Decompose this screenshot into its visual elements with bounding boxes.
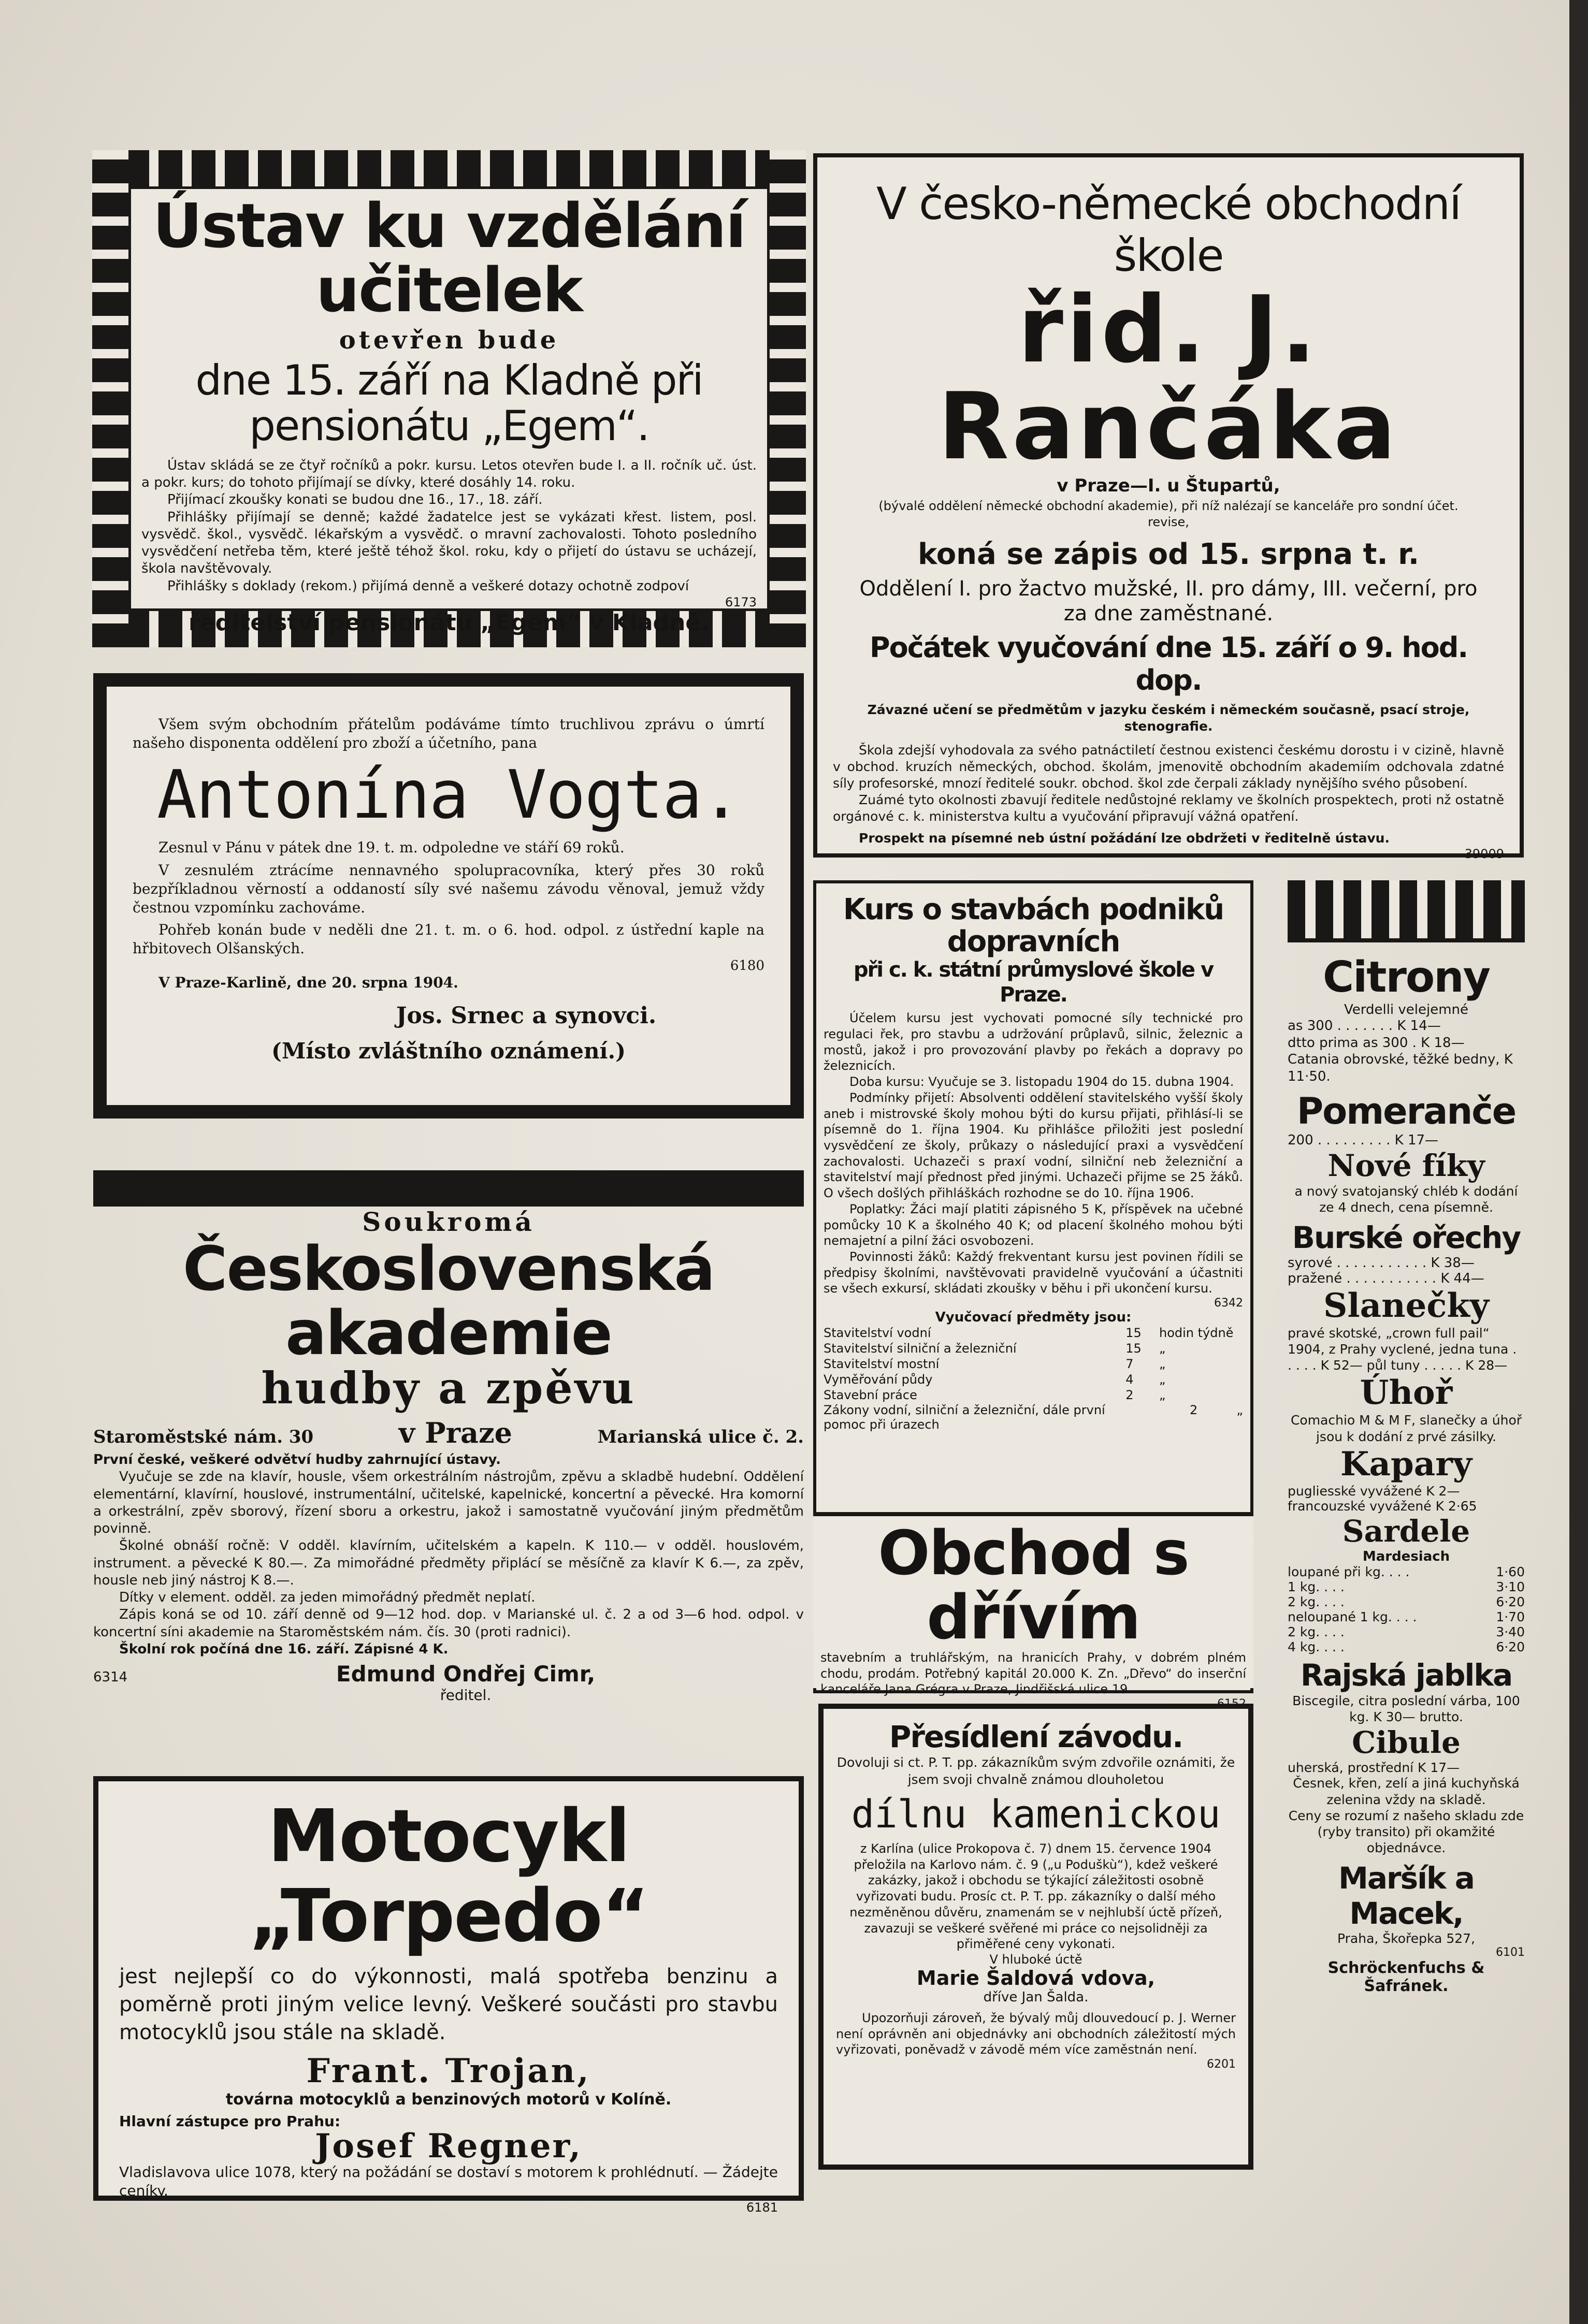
ad-torpedo-agent-addr: Vladislavova ulice 1078, který na požádání se dostaví s motorem k prohlédnutí. — Žádejte ceníky. bbox=[119, 2163, 778, 2199]
ad-akademie-address bbox=[93, 1416, 804, 1449]
ad-rancak bbox=[813, 153, 1524, 862]
kurs-hours-subject: Stavitelství silniční a železniční bbox=[824, 1341, 1017, 1356]
ad-ustav-p3: Přihlášky přijímají se denně; každé žadatelce jest se vykázati křest. listem, posl. vysvědč. škol., vysvědč. lékařským a vysvědč. o mravní zachovalosti. Tohoto posledního vysvědčení netřeba těm, které ještě téhož škol. roku, kdy o přijetí do ústavu se ucházejí, škola navštěvovaly. bbox=[141, 509, 757, 577]
ad-akademie-kicker: Soukromá bbox=[362, 1207, 535, 1237]
sardele-price: 6·20 bbox=[1496, 1594, 1525, 1609]
kurs-hours-subject: Stavitelství mostní bbox=[824, 1357, 940, 1372]
ad-ustav-sub: otevřen bude bbox=[339, 325, 559, 355]
sardele-label: 1 kg. . . . bbox=[1288, 1579, 1345, 1594]
ad-ustav-p4: Přihlášky s doklady (rekom.) přijímá denně a veškeré dotazy ochotně zodpoví bbox=[167, 578, 689, 594]
ad-ovoce-firm2: Schröckenfuchs & Šafránek. bbox=[1327, 1958, 1485, 1995]
ad-ovoce-orechy: Burské ořechy bbox=[1292, 1219, 1521, 1255]
ad-ovoce-cibule: Cibule bbox=[1352, 1725, 1461, 1761]
ad-kurs-p2: Doba kursu: Vyučuje se 3. listopadu 1904 do 15. dubna 1904. bbox=[849, 1074, 1234, 1090]
ad-ovoce-cesnek-p: Česnek, křen, zelí a jiná kuchyňská zelenina vždy na skladě. bbox=[1293, 1776, 1520, 1807]
ad-kamenicka-sign2: dříve Jan Šalda. bbox=[983, 1989, 1089, 2006]
kapary-price-row: francouzské vyvážené K 2·65 bbox=[1288, 1498, 1477, 1514]
ad-akademie-p2: Vyučuje se zde na klavír, housle, všem orkestrálním nástrojům, zpěvu a skladbě hudební. Oddělení elementární, klavírní, houslové, instrumentální, učitelské, kapelnické, koncertní a pěvecké. Hra komorní a orkestrální, zpěv sborový, řízení sboru a orkestru, jakož i samostatně vyučování jiným předmětům povinně. bbox=[93, 1469, 804, 1537]
kurs-hours-count: 15 bbox=[1125, 1326, 1142, 1341]
ad-kurs-p4: Poplatky: Žáci mají platiti zápisného 5 K, příspěvek na učebné pomůcky 10 K a školného 40 K; od placení školného mohou býti nemajetní a pilní žáci osvobozeni. bbox=[824, 1201, 1243, 1248]
ad-ovoce-fiky-p: a nový svatojanský chléb k dodání ze 4 dnech, cena písemně. bbox=[1294, 1184, 1518, 1215]
ad-ovoce-slanecky: Slanečky bbox=[1323, 1286, 1489, 1325]
sardele-label: 2 kg. . . . bbox=[1288, 1624, 1345, 1639]
ad-kurs-hours-table bbox=[824, 1325, 1243, 1403]
ad-ovoce-firm-addr: Praha, Škořepka 527, bbox=[1337, 1930, 1475, 1946]
ad-drivi-p1: stavebním a truhlářským, na hranicích Prahy, v dobrém plném chodu, prodám. Potřebný kapitál 20.000 K. Zn. „Dřevo“ do inserční kanceláře Jana Grégra v Praze, Jindřišská ulice 19. bbox=[820, 1650, 1246, 1697]
kurs-hours-row bbox=[824, 1372, 1243, 1387]
ad-akademie-num: 6314 bbox=[93, 1669, 128, 1686]
ad-kurs-p3: Podmínky přijetí: Absolventi oddělení stavitelského vyšší školy aneb i mistrovské školy mohou býti do kursu přijati, přihlásí-li se písemně do 1. října 1904. Ku přihlášce přiložiti jest poslední vysvědčení ze školy, průkazy o následující praxi a vysvědčení zachovalosti. Uchazeči s praxí vodní, silniční neb železniční a stavitelství mají přednost před jinými. Uchazeči přijme se 25 žáků. O všech došlých přihláškách rozhodne se do 10. října 1906. bbox=[824, 1090, 1243, 1201]
ad-kurs-p5: Povinnosti žáků: Každý frekventant kursu jest povinen řídili se předpisy školními, navštěvovati pravidelně vyučování a účastniti se všech exkursí, skládati zkoušky v běhu i při ukončení kursu. bbox=[824, 1249, 1243, 1296]
ad-kurs-tail-u: „ bbox=[1236, 1403, 1243, 1418]
ad-ovoce-fiky: Nové fíky bbox=[1327, 1148, 1485, 1183]
ad-ustav-num: 6173 bbox=[725, 594, 757, 609]
ad-kamenicka-greet: V hluboké úctě bbox=[989, 1952, 1082, 1967]
sardele-price-row bbox=[1288, 1639, 1525, 1654]
ad-akademie-sign: Edmund Ondřej Cimr, bbox=[336, 1661, 596, 1687]
sardele-price: 3·40 bbox=[1496, 1624, 1525, 1639]
ad-drivi bbox=[813, 1512, 1253, 1697]
sardele-label: neloupané 1 kg. . . . bbox=[1288, 1609, 1417, 1624]
ad-kurs-tail-text: Zákony vodní, silniční a železniční, dále první pomoc při úrazech bbox=[824, 1403, 1105, 1432]
ad-ovoce bbox=[1284, 880, 1528, 2154]
ad-torpedo-maker: Frant. Trojan, bbox=[306, 2052, 591, 2090]
ad-ovoce-pomerance-row: 200 . . . . . . . . . K 17— bbox=[1288, 1132, 1439, 1148]
ad-vogt-note: (Místo zvláštního oznámení.) bbox=[271, 1038, 626, 1064]
sardele-price-row bbox=[1288, 1609, 1525, 1624]
sardele-price: 6·20 bbox=[1496, 1639, 1525, 1654]
ad-rancak-p1: Závazné učení se předmětům v jazyku českém i německém současně, psací stroje, stenografie. bbox=[867, 702, 1470, 734]
kurs-hours-subject: Stavitelství vodní bbox=[824, 1326, 931, 1341]
orechy-price-row: pražené . . . . . . . . . . . K 44— bbox=[1288, 1270, 1484, 1286]
ad-vogt-sign: Jos. Srnec a synovci. bbox=[396, 1002, 657, 1029]
ad-ovoce-citrony-sub: Verdelli velejemné bbox=[1344, 1002, 1469, 1018]
ad-vogt-num: 6180 bbox=[730, 958, 764, 974]
ad-torpedo-p1: jest nejlepší co do výkonnosti, malá spotřeba benzinu a poměrně proti jiným velice levný. Veškeré součásti pro stavbu motocyklů jsou stále na skladě. bbox=[119, 1965, 778, 2044]
sardele-price: 1·60 bbox=[1496, 1564, 1525, 1579]
ad-rancak-name: řid. J. Rančáka bbox=[937, 276, 1399, 480]
ad-rancak-zapis: koná se zápis od 15. srpna t. r. bbox=[917, 538, 1420, 572]
sardele-price-row bbox=[1288, 1579, 1525, 1594]
ad-torpedo-maker-sub: továrna motocyklů a benzinových motorů v Kolíně. bbox=[225, 2090, 672, 2109]
sardele-label: 4 kg. . . . bbox=[1288, 1639, 1345, 1654]
ad-rancak-p3: Zuámé tyto okolnosti zbavují ředitele nedůstojné reklamy ve školních prospektech, proti nž ostatně orgánové c. k. ministerstva kultu a vyučování připravují vážná opatření. bbox=[833, 792, 1504, 824]
ad-rancak-num: 39009 bbox=[1464, 847, 1504, 862]
ad-kamenicka-p3: Upozorňuji zároveň, že bývalý můj dlouvedoucí p. J. Werner není oprávněn ani objednávky ani obchodních záležitostí mých vyřizovati, poněvadž v závodě mém více zaměstnán není. bbox=[836, 2011, 1236, 2057]
ad-akademie-p5: Zápis koná se od 10. září denně od 9—12 hod. dop. v Marianské ul. č. 2 a od 3—6 hod. odpol. v koncertní síni akademie na Staroměstském nám. čís. 30 (proti radnici). bbox=[93, 1607, 804, 1640]
ad-vogt-p1: Zesnul v Pánu v pátek dne 19. t. m. odpoledne ve stáří 69 roků. bbox=[158, 839, 625, 856]
ad-ustav-body bbox=[128, 186, 770, 636]
citrony-price-row: dtto prima as 300 . K 18— bbox=[1288, 1035, 1465, 1051]
ad-ovoce-slanecky-p: pravé skotské, „crown full pail“ 1904, z Prahy vyclené, jedna tuna . . . . . K 52— půl tuny . . . . . K 28— bbox=[1288, 1325, 1517, 1373]
citrony-price-row: Catania obrovské, těžké bedny, K 11·50. bbox=[1288, 1052, 1513, 1084]
kurs-hours-unit: „ bbox=[1159, 1372, 1166, 1387]
kurs-hours-row bbox=[824, 1387, 1243, 1403]
kurs-hours-count: 4 bbox=[1125, 1372, 1134, 1387]
ad-ovoce-citrony: Citrony bbox=[1322, 953, 1490, 1002]
ad-ovoce-sardele-sub: Mardesiach bbox=[1362, 1548, 1450, 1564]
ad-akademie-p1: První české, veškeré odvětví hudby zahrnující ústavy. bbox=[93, 1451, 501, 1468]
ad-akademie-addr-right: Marianská ulice č. 2. bbox=[597, 1426, 804, 1447]
ad-ustav bbox=[92, 150, 806, 647]
ad-rancak-p2: Škola zdejší vyhodovala za svého patnáctiletí čestnou existenci českému dorostu i v cizině, hlavně v obchod. kruzích německých, obchod. školám, jmenovitě obchodním akademiím odchovala zdatné síly profesorské, mnozí ředitelé soukr. obchod. škol zde čerpali základy nynějšího svého působení. bbox=[833, 743, 1504, 791]
page-edge-strip bbox=[1569, 0, 1588, 2324]
ad-ovoce-citrony-rows bbox=[1288, 1018, 1525, 1085]
ad-rancak-former: (bývalé oddělení německé obchodní akademie), při níž nalézají se kanceláře pro sondní účet. revise, bbox=[878, 498, 1459, 529]
ad-drivi-title: Obchod s dřívím bbox=[878, 1517, 1189, 1653]
ad-ovoce-sardele: Sardele bbox=[1342, 1513, 1470, 1549]
ornament-header bbox=[1288, 880, 1525, 942]
ad-rancak-p4: Prospekt na písemné neb ústní požádání lze obdržeti v ředitelně ústavu. bbox=[859, 831, 1390, 846]
sardele-price-row bbox=[1288, 1624, 1525, 1639]
ad-ovoce-uhor: Úhoř bbox=[1360, 1373, 1453, 1413]
ad-ovoce-firm: Maršík a Macek, bbox=[1338, 1860, 1474, 1931]
citrony-price-row: as 300 . . . . . . . K 14— bbox=[1288, 1018, 1441, 1034]
ad-ovoce-rajska-p: Biscegile, citra poslední várba, 100 kg. K 30— brutto. bbox=[1292, 1693, 1520, 1724]
kurs-hours-row bbox=[824, 1341, 1243, 1356]
ad-ovoce-kapary: Kapary bbox=[1340, 1444, 1472, 1484]
ad-akademie-addr-mid: v Praze bbox=[398, 1416, 513, 1449]
ad-akademie-title: Československá akademie bbox=[182, 1233, 715, 1369]
ad-kurs-p1: Účelem kursu jest vychovati pomocné síly technické pro regulaci řek, pro stavbu a udržování průplavů, silnic, železnic a mostů, jakož i pro provozování plavby po řekách a dopravy po železnicích. bbox=[824, 1011, 1243, 1073]
kurs-hours-row bbox=[824, 1356, 1243, 1372]
ad-kamenicka-p2: z Karlína (ulice Prokopova č. 7) dnem 15. července 1904 přeložila na Karlovo nám. č. 9 („u Poduškù“), kdež veškeré zakázky, jakož i obchodu se týkající záležitosti osobně vyřizovati budu. Prosíc ct. P. T. pp. zákazníky o další mého nezměněnou důvěru, znamenám se v nejhlubší úctě přízeň, zavazuji se veškeré svěřené mi práce co nejsolidněji za přiměřené ceny vykonati. bbox=[849, 1841, 1222, 1952]
ad-ovoce-num: 6101 bbox=[1496, 1945, 1525, 1959]
ad-ustav-p1: Ústav skládá se ze čtyř ročníků a pokr. kursu. Letos otevřen bude I. a II. ročník uč. úst. a pokr. kurs; do tohoto přijímají se dívky, které dosáhly 14. roku. bbox=[141, 457, 757, 491]
ad-ustav-p2: Přijímací zkoušky konati se budou dne 16., 17., 18. září. bbox=[167, 492, 543, 508]
ad-kurs-title: Kurs o stavbách podniků dopravních bbox=[843, 893, 1224, 958]
ad-kurs-tail-h: 2 bbox=[1190, 1403, 1198, 1418]
ad-ovoce-sardele-rows bbox=[1288, 1564, 1525, 1654]
ad-vogt-p2: V zesnulém ztrácíme nennavného spolupracovníka, který přes 30 roků bezpříkladnou věrností a oddaností síly své našemu závodu věnoval, jemuž vždy čestnou vzpomínku zachováme. bbox=[133, 861, 764, 916]
ad-ovoce-orechy-rows bbox=[1288, 1255, 1525, 1286]
ad-torpedo-agent: Josef Regner, bbox=[315, 2127, 582, 2166]
ad-kamenicka-num: 6201 bbox=[1207, 2058, 1236, 2071]
ad-ovoce-ceny-p: Ceny se rozumí z našeho skladu zde (ryby transito) při okamžité objednávce. bbox=[1288, 1808, 1524, 1856]
ad-vogt bbox=[93, 673, 804, 1119]
ad-vogt-name: Antonína Vogta. bbox=[157, 756, 740, 834]
orechy-price-row: syrové . . . . . . . . . . . K 38— bbox=[1288, 1255, 1475, 1271]
kurs-hours-subject: Stavební práce bbox=[824, 1388, 917, 1403]
kurs-hours-row bbox=[824, 1325, 1243, 1341]
ad-ovoce-pomerance: Pomeranče bbox=[1296, 1090, 1516, 1132]
sardele-label: loupané při kg. . . . bbox=[1288, 1564, 1410, 1579]
ad-ovoce-uhor-p: Comachio M & M F, slanečky a úhoř jsou k dodání z prvé zásilky. bbox=[1290, 1413, 1522, 1444]
kurs-hours-unit: „ bbox=[1159, 1388, 1166, 1403]
sardele-price: 1·70 bbox=[1496, 1609, 1525, 1624]
kurs-hours-unit: hodin týdně bbox=[1159, 1326, 1234, 1341]
ad-vogt-p3: Pohřeb konán bude v neděli dne 21. t. m. o 6. hod. odpol. z ústřední kaple na hřbitovech Olšanských. bbox=[133, 921, 764, 957]
ad-rancak-dept: Oddělení I. pro žactvo mužské, II. pro dámy, III. večerní, pro za dne zaměstnané. bbox=[859, 577, 1478, 626]
ad-kurs-tail bbox=[824, 1403, 1243, 1432]
ad-ovoce-rajska: Rajská jablka bbox=[1300, 1657, 1512, 1693]
ad-kamenicka bbox=[818, 1704, 1253, 2170]
ad-ustav-sign: ředitelství pensionátu „Egem“ v Kladně. bbox=[189, 609, 710, 636]
ad-akademie-p6: Školní rok počíná dne 16. září. Zápisné 4 K. bbox=[119, 1641, 449, 1657]
ad-rancak-top: V česko-německé obchodní škole bbox=[876, 178, 1461, 282]
ad-kurs-hours-head: Vyučovací předměty jsou: bbox=[935, 1310, 1132, 1326]
ad-ustav-date: dne 15. září na Kladně při pensionátu „Egem“. bbox=[195, 356, 703, 450]
ad-ustav-title: Ústav ku vzdělání učitelek bbox=[152, 190, 746, 326]
ad-akademie-addr-left: Staroměstské nám. 30 bbox=[93, 1426, 314, 1447]
ad-ovoce-kapary-rows bbox=[1288, 1484, 1525, 1514]
sardele-price: 3·10 bbox=[1496, 1579, 1525, 1594]
ad-ovoce-cibule-p: uherská, prostřední K 17— bbox=[1288, 1760, 1460, 1776]
ad-kamenicka-big: dílnu kamenickou bbox=[851, 1792, 1221, 1837]
ad-torpedo bbox=[93, 1776, 804, 2215]
ad-kurs-num: 6342 bbox=[1214, 1297, 1243, 1310]
ad-akademie-band bbox=[93, 1170, 804, 1207]
ad-kurs-sub: při c. k. státní průmyslové škole v Praze. bbox=[853, 958, 1214, 1007]
ad-akademie-sub: hudby a zpěvu bbox=[261, 1362, 636, 1414]
ad-vogt-place: V Praze-Karlině, dne 20. srpna 1904. bbox=[158, 974, 458, 992]
ad-vogt-intro: Všem svým obchodním přátelům podáváme tímto truchlivou zprávu o úmrtí našeho disponenta oddělení pro zboží a účetního, pana bbox=[133, 716, 764, 751]
ad-kamenicka-p1: Dovoluji si ct. P. T. pp. zákazníkům svým zdvořile oznámiti, že jsem svoji chvalně známou dlouholetou bbox=[836, 1755, 1235, 1787]
ad-torpedo-num: 6181 bbox=[746, 2200, 778, 2215]
ad-kamenicka-sign: Marie Šaldová vdova, bbox=[916, 1967, 1156, 1990]
kurs-hours-unit: „ bbox=[1159, 1341, 1166, 1356]
kurs-hours-unit: „ bbox=[1159, 1357, 1166, 1372]
ad-rancak-place: v Praze—I. u Štupartů, bbox=[1057, 475, 1280, 496]
sardele-label: 2 kg. . . . bbox=[1288, 1594, 1345, 1609]
ad-akademie-role: ředitel. bbox=[440, 1687, 492, 1704]
ad-torpedo-agent-lbl: Hlavní zástupce pro Prahu: bbox=[119, 2113, 341, 2130]
ad-kamenicka-title: Přesídlení závodu. bbox=[889, 1719, 1183, 1754]
ad-akademie-footer bbox=[93, 1661, 804, 1704]
ad-akademie-p4: Dítky v element. odděl. za jeden mimořádný předmět neplatí. bbox=[119, 1590, 536, 1606]
kurs-hours-subject: Vyměřování půdy bbox=[824, 1372, 933, 1387]
sardele-price-row bbox=[1288, 1564, 1525, 1579]
ad-akademie bbox=[93, 1170, 804, 1719]
kurs-hours-count: 7 bbox=[1125, 1357, 1134, 1372]
kurs-hours-count: 15 bbox=[1125, 1341, 1142, 1356]
kapary-price-row: pugliesské vyvážené K 2— bbox=[1288, 1483, 1460, 1499]
kurs-hours-count: 2 bbox=[1125, 1388, 1134, 1403]
ad-rancak-start: Počátek vyučování dne 15. září o 9. hod. dop. bbox=[870, 631, 1467, 697]
ad-torpedo-title: Motocykl „Torpedo“ bbox=[249, 1794, 648, 1958]
sardele-price-row bbox=[1288, 1594, 1525, 1609]
ad-akademie-p3: Školné obnáší ročně: V odděl. klavírním, učitelském a kapeln. K 110.— v odděl. houslovém, instrument. a pěvecké K 80.—. Za mimořádné předměty připlácí se měsíčně za klavír K 6.—, za zpěv, housle neb jiný nástroj K 8.—. bbox=[93, 1538, 804, 1588]
